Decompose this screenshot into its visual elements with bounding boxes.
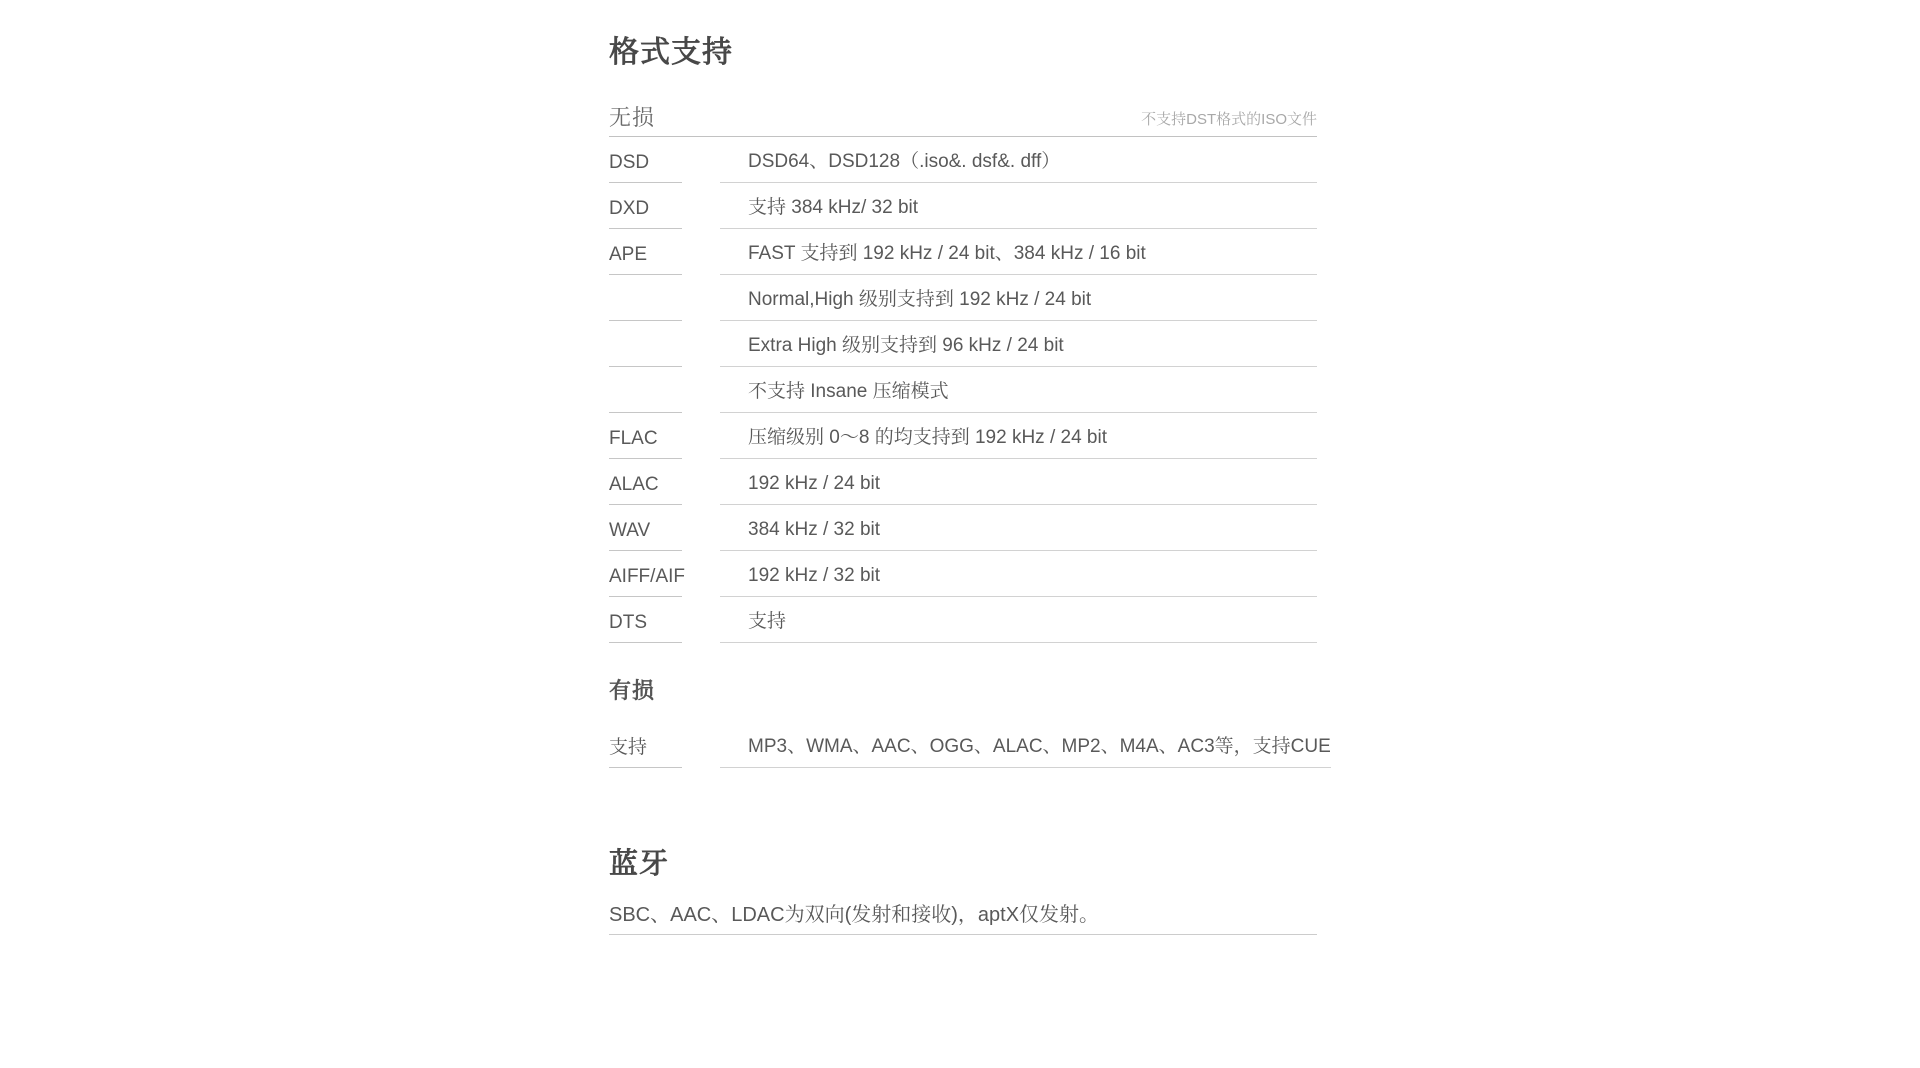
page-title: 格式支持 <box>609 36 733 69</box>
bluetooth-description: SBC、AAC、LDAC为双向(发射和接收)，aptX仅发射。 <box>609 903 1317 935</box>
format-label <box>609 404 682 413</box>
lossless-section-header <box>609 105 1317 137</box>
spec-row <box>609 229 1317 275</box>
format-value: MP3、WMA、AAC、OGG、ALAC、MP2、M4A、AC3等，支持CUE <box>720 735 1331 768</box>
spec-row <box>609 459 1317 505</box>
format-label <box>609 312 682 321</box>
format-label: APE <box>609 244 682 275</box>
bluetooth-heading: 蓝牙 <box>609 848 670 880</box>
lossy-heading: 有损 <box>609 678 656 703</box>
format-value: Normal,High 级别支持到 192 kHz / 24 bit <box>720 288 1317 321</box>
format-value: 192 kHz / 24 bit <box>720 472 1317 505</box>
spec-row <box>609 321 1317 367</box>
format-label <box>609 358 682 367</box>
spec-row <box>609 183 1317 229</box>
spec-row <box>609 705 1331 768</box>
format-label: WAV <box>609 520 682 551</box>
format-label: AIFF/AIF <box>609 566 682 597</box>
format-label: 支持 <box>609 737 682 768</box>
lossless-note: 不支持DST格式的ISO文件 <box>1141 111 1317 128</box>
spec-row <box>609 275 1317 321</box>
format-value: 支持 <box>720 610 1317 643</box>
format-label: DSD <box>609 152 682 183</box>
spec-content <box>609 0 1331 935</box>
format-value: 不支持 Insane 压缩模式 <box>720 380 1317 413</box>
format-value: 384 kHz / 32 bit <box>720 518 1317 551</box>
format-label: DTS <box>609 612 682 643</box>
format-value: Extra High 级别支持到 96 kHz / 24 bit <box>720 334 1317 367</box>
format-value: FAST 支持到 192 kHz / 24 bit、384 kHz / 16 bit <box>720 242 1317 275</box>
format-label: DXD <box>609 198 682 229</box>
format-label: FLAC <box>609 428 682 459</box>
lossless-heading: 无损 <box>609 105 656 130</box>
spec-row <box>609 597 1317 643</box>
format-label: ALAC <box>609 474 682 505</box>
spec-row <box>609 413 1317 459</box>
spec-row <box>609 137 1317 183</box>
spec-row <box>609 367 1317 413</box>
format-value: 支持 384 kHz/ 32 bit <box>720 196 1317 229</box>
spec-row <box>609 551 1317 597</box>
format-value: DSD64、DSD128（.iso&. dsf&. dff） <box>720 150 1317 183</box>
spec-row <box>609 505 1317 551</box>
format-value: 压缩级别 0～8 的均支持到 192 kHz / 24 bit <box>720 426 1317 459</box>
lossless-table <box>609 137 1317 643</box>
format-value: 192 kHz / 32 bit <box>720 564 1317 597</box>
lossy-table <box>609 705 1331 768</box>
